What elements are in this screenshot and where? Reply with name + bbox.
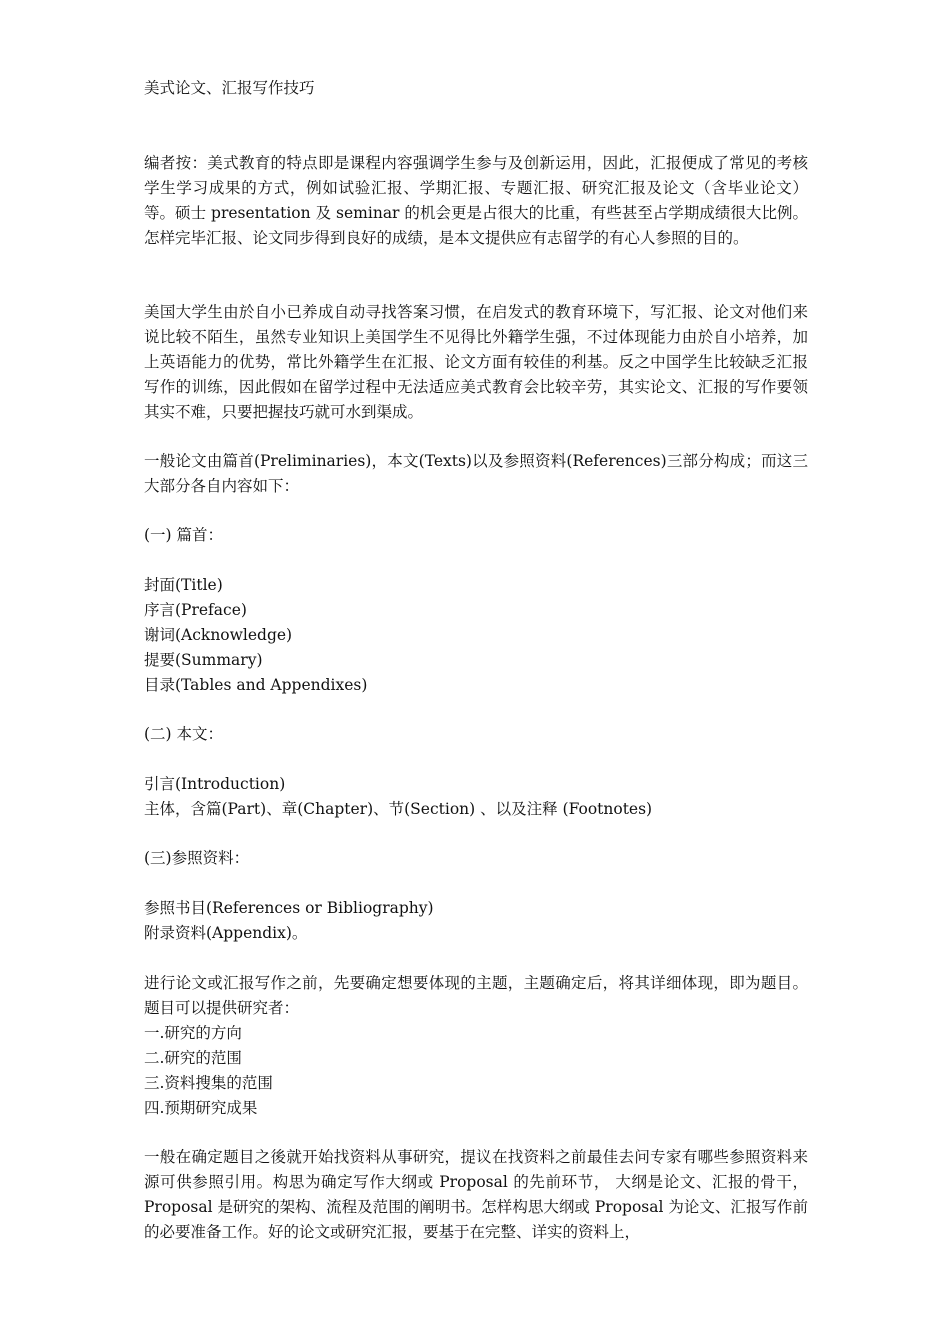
list-item: 谢词(Acknowledge)	[144, 626, 293, 644]
list-item: 主体，含篇(Part)、章(Chapter)、节(Section) 、以及注释 (Footnotes)	[144, 800, 653, 818]
list-item: 四.预期研究成果	[144, 1099, 258, 1117]
paragraph-structure: 一般论文由篇首(Preliminaries)，本文(Texts)以及参照资料(References)三部分构成；而这三大部分各自内容如下：	[144, 452, 808, 495]
list-item: 二.研究的范围	[144, 1049, 242, 1067]
section-texts	[144, 722, 808, 822]
section-heading: (一) 篇首：	[144, 526, 224, 544]
list-item: 一.研究的方向	[144, 1024, 242, 1042]
list-item: 附录资料(Appendix)。	[144, 924, 308, 942]
intro-paragraph: 编者按：美式教育的特点即是课程内容强调学生参与及创新运用，因此，汇报便成了常见的考核学生学习成果的方式，例如试验汇报、学期汇报、专题汇报、研究汇报及论文（含毕业论文）等。硕士 presentation 及 seminar 的机会更是占很大的比重，有些甚至占学期成绩很大比例。怎样完毕汇报、论文同步得到良好的成绩，是本文提供应有志留学的有心人参照的目的。	[144, 154, 808, 247]
list-item: 三.资料搜集的范围	[144, 1074, 273, 1092]
section-heading: (三)参照资料：	[144, 849, 250, 867]
topic-section	[144, 971, 808, 1121]
section-references	[144, 846, 808, 946]
list-item: 提要(Summary)	[144, 651, 263, 669]
section-preliminaries	[144, 523, 808, 698]
document-title: 美式论文、汇报写作技巧	[144, 79, 315, 97]
paragraph-topic: 进行论文或汇报写作之前，先要确定想要体现的主题，主题确定后，将其详细体现，即为题目。题目可以提供研究者：	[144, 974, 808, 1017]
list-item: 目录(Tables and Appendixes)	[144, 676, 368, 694]
list-item: 序言(Preface)	[144, 601, 247, 619]
list-item: 封面(Title)	[144, 576, 223, 594]
paragraph-research: 一般在确定题目之後就开始找资料从事研究，提议在找资料之前最佳去问专家有哪些参照资料来源可供参照引用。构思为确定写作大纲或 Proposal 的先前环节， 大纲是论文、汇报的骨干， Proposal 是研究的架构、流程及范围的阐明书。怎样构思大纲或 Proposal 为论文、汇报写作前的必要准备工作。好的论文或研究汇报，要基于在完整、详实的资料上，	[144, 1148, 808, 1241]
paragraph-background: 美国大学生由於自小已养成自动寻找答案习惯，在启发式的教育环境下，写汇报、论文对他们来说比较不陌生，虽然专业知识上美国学生不见得比外籍学生强，不过体现能力由於自小培养，加上英语能力的优势，常比外籍学生在汇报、论文方面有较佳的利基。反之中国学生比较缺乏汇报写作的训练，因此假如在留学过程中无法适应美式教育会比较辛劳，其实论文、汇报的写作要领其实不难，只要把握技巧就可水到渠成。	[144, 303, 808, 421]
section-heading: (二) 本文：	[144, 725, 224, 743]
list-item: 引言(Introduction)	[144, 775, 286, 793]
list-item: 参照书目(References or Bibliography)	[144, 899, 434, 917]
